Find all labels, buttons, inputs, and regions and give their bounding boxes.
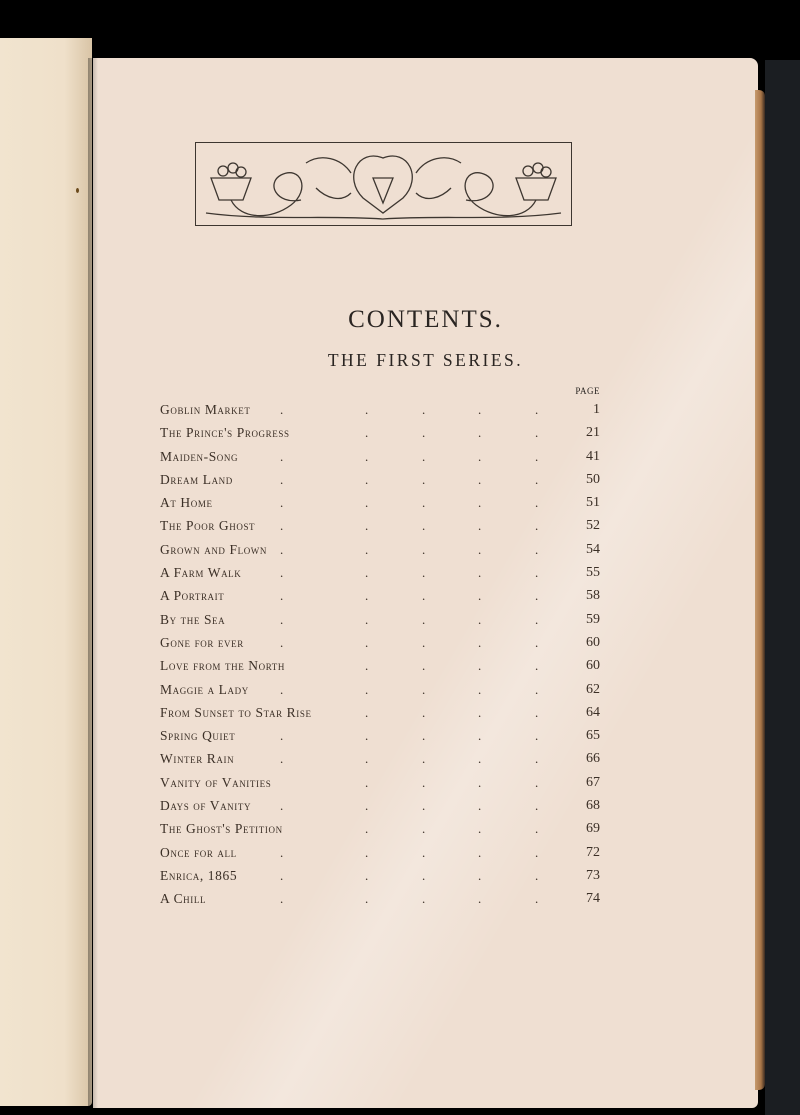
leader-dot: . — [535, 448, 539, 464]
toc-entry — [160, 538, 600, 561]
leader-dot: . — [422, 565, 426, 581]
leader-dot: . — [365, 774, 369, 790]
leader-dot: . — [422, 751, 426, 767]
toc-entry — [160, 841, 600, 864]
entry-title: Once for all — [160, 844, 237, 860]
leader-dot: . — [535, 867, 539, 883]
leader-dot: . — [280, 565, 284, 581]
entry-title: A Farm Walk — [160, 565, 242, 581]
leader-dot: . — [365, 681, 369, 697]
leader-dot: . — [535, 704, 539, 720]
leader-dot: . — [280, 402, 284, 417]
leader-dot: . — [422, 495, 426, 511]
leader-dot: . — [535, 728, 539, 744]
leader-dot: . — [365, 541, 369, 557]
entry-page-number: 1 — [593, 402, 600, 417]
leader-dot: . — [478, 634, 482, 650]
leader-dot: . — [365, 751, 369, 767]
leader-dot: . — [478, 821, 482, 837]
toc-entry — [160, 654, 600, 677]
leader-dot: . — [535, 774, 539, 790]
leader-dot: . — [365, 844, 369, 860]
entry-page-number: 74 — [586, 891, 600, 907]
entry-page-number: 60 — [586, 658, 600, 674]
ink-fleck — [76, 188, 79, 193]
toc-entry — [160, 445, 600, 468]
entry-title: A Chill — [160, 891, 207, 907]
entry-title: Maiden-Song — [160, 448, 239, 464]
entry-page-number: 21 — [586, 425, 600, 441]
leader-dot: . — [422, 844, 426, 860]
leader-dot: . — [422, 448, 426, 464]
leader-dot: . — [535, 402, 539, 417]
leader-dot: . — [280, 891, 284, 907]
spine-shadow — [88, 58, 98, 1108]
entry-page-number: 62 — [586, 681, 600, 697]
leader-dot: . — [365, 402, 369, 417]
leader-dot: . — [422, 402, 426, 417]
leader-dot: . — [280, 681, 284, 697]
book-cover — [765, 60, 800, 1115]
entry-title: Dream Land — [160, 471, 233, 487]
leader-dot: . — [535, 751, 539, 767]
leader-dot: . — [478, 425, 482, 441]
page-column-label: PAGE — [575, 386, 600, 396]
entry-title: At Home — [160, 495, 213, 511]
leader-dot: . — [478, 774, 482, 790]
entry-page-number: 64 — [586, 704, 600, 720]
leader-dot: . — [422, 518, 426, 534]
entry-page-number: 59 — [586, 611, 600, 627]
leader-dot: . — [280, 611, 284, 627]
leader-dot: . — [280, 471, 284, 487]
entry-title: Goblin Market — [160, 402, 251, 417]
entry-page-number: 60 — [586, 634, 600, 650]
leader-dot: . — [365, 798, 369, 814]
leader-dot: . — [280, 867, 284, 883]
section-title: THE FIRST SERIES. — [327, 350, 524, 370]
entry-title: Winter Rain — [160, 751, 235, 767]
table-of-contents — [160, 398, 600, 911]
leader-dot: . — [478, 681, 482, 697]
leader-dot: . — [280, 751, 284, 767]
leader-dot: . — [478, 518, 482, 534]
toc-entry — [160, 514, 600, 537]
leader-dot: . — [422, 425, 426, 441]
leader-dot: . — [478, 565, 482, 581]
toc-entry — [160, 771, 600, 794]
leader-dot: . — [535, 891, 539, 907]
entry-title: From Sunset to Star Rise — [160, 704, 312, 720]
leader-dot: . — [535, 658, 539, 674]
leader-dot: . — [535, 495, 539, 511]
leader-dot: . — [478, 891, 482, 907]
leader-dot: . — [365, 867, 369, 883]
leader-dot: . — [535, 681, 539, 697]
toc-entry — [160, 608, 600, 631]
leader-dot: . — [478, 751, 482, 767]
entry-title: Maggie a Lady — [160, 681, 249, 697]
entry-page-number: 68 — [586, 798, 600, 814]
leader-dot: . — [535, 565, 539, 581]
leader-dot: . — [280, 798, 284, 814]
leader-dot: . — [365, 588, 369, 604]
leader-dot: . — [422, 704, 426, 720]
entry-title: By the Sea — [160, 611, 226, 627]
entry-title: Love from the North — [160, 658, 285, 674]
toc-entry — [160, 631, 600, 654]
toc-entry — [160, 678, 600, 701]
page-title: CONTENTS. — [348, 306, 503, 333]
leader-dot: . — [478, 541, 482, 557]
leader-dot: . — [280, 495, 284, 511]
entry-page-number: 41 — [586, 448, 600, 464]
toc-entry — [160, 421, 600, 444]
leader-dot: . — [422, 798, 426, 814]
leader-dot: . — [280, 588, 284, 604]
leader-dot: . — [365, 471, 369, 487]
leader-dot: . — [535, 821, 539, 837]
toc-entry — [160, 864, 600, 887]
entry-title: The Prince's Progress — [160, 425, 290, 441]
entry-page-number: 66 — [586, 751, 600, 767]
leader-dot: . — [365, 518, 369, 534]
leader-dot: . — [422, 891, 426, 907]
leader-dot: . — [478, 844, 482, 860]
entry-page-number: 50 — [586, 471, 600, 487]
page-edge — [755, 90, 765, 1090]
leader-dot: . — [365, 891, 369, 907]
leader-dot: . — [478, 611, 482, 627]
leader-dot: . — [422, 728, 426, 744]
leader-dot: . — [422, 821, 426, 837]
entry-page-number: 55 — [586, 565, 600, 581]
leader-dot: . — [280, 728, 284, 744]
leader-dot: . — [365, 448, 369, 464]
toc-entry — [160, 468, 600, 491]
entry-page-number: 73 — [586, 867, 600, 883]
leader-dot: . — [535, 634, 539, 650]
leader-dot: . — [535, 471, 539, 487]
leader-dot: . — [422, 611, 426, 627]
leader-dot: . — [280, 448, 284, 464]
leader-dot: . — [365, 565, 369, 581]
toc-entry — [160, 701, 600, 724]
leader-dot: . — [478, 658, 482, 674]
toc-entry — [160, 491, 600, 514]
leader-dot: . — [535, 518, 539, 534]
entry-title: The Ghost's Petition — [160, 821, 283, 837]
entry-title: Vanity of Vanities — [160, 774, 272, 790]
toc-entry — [160, 747, 600, 770]
leader-dot: . — [478, 728, 482, 744]
leader-dot: . — [280, 844, 284, 860]
leader-dot: . — [535, 611, 539, 627]
entry-page-number: 54 — [586, 541, 600, 557]
leader-dot: . — [478, 495, 482, 511]
leader-dot: . — [478, 867, 482, 883]
entry-title: Gone for ever — [160, 634, 244, 650]
leader-dot: . — [478, 402, 482, 417]
leader-dot: . — [280, 541, 284, 557]
entry-page-number: 58 — [586, 588, 600, 604]
entry-page-number: 51 — [586, 495, 600, 511]
leader-dot: . — [280, 518, 284, 534]
entry-title: A Portrait — [160, 588, 225, 604]
leader-dot: . — [422, 634, 426, 650]
leader-dot: . — [365, 728, 369, 744]
leader-dot: . — [478, 471, 482, 487]
entry-page-number: 69 — [586, 821, 600, 837]
toc-entry — [160, 817, 600, 840]
entry-title: Spring Quiet — [160, 728, 236, 744]
leader-dot: . — [365, 611, 369, 627]
left-page — [0, 38, 92, 1106]
leader-dot: . — [365, 658, 369, 674]
toc-entry — [160, 794, 600, 817]
entry-title: Enrica, 1865 — [160, 867, 238, 883]
entry-title: Grown and Flown — [160, 541, 267, 557]
entry-page-number: 72 — [586, 844, 600, 860]
entry-title: Days of Vanity — [160, 798, 252, 814]
leader-dot: . — [535, 844, 539, 860]
leader-dot: . — [478, 704, 482, 720]
leader-dot: . — [422, 658, 426, 674]
toc-entry — [160, 561, 600, 584]
toc-entry — [160, 584, 600, 607]
leader-dot: . — [478, 588, 482, 604]
leader-dot: . — [422, 681, 426, 697]
leader-dot: . — [535, 798, 539, 814]
toc-entry — [160, 398, 600, 421]
entry-page-number: 65 — [586, 728, 600, 744]
leader-dot: . — [478, 448, 482, 464]
entry-title: The Poor Ghost — [160, 518, 256, 534]
leader-dot: . — [365, 495, 369, 511]
ornament-headpiece-icon — [195, 142, 572, 226]
leader-dot: . — [422, 588, 426, 604]
leader-dot: . — [365, 704, 369, 720]
entry-page-number: 67 — [586, 774, 600, 790]
toc-entry — [160, 724, 600, 747]
toc-entry — [160, 887, 600, 910]
leader-dot: . — [280, 634, 284, 650]
leader-dot: . — [422, 541, 426, 557]
leader-dot: . — [422, 774, 426, 790]
leader-dot: . — [478, 798, 482, 814]
entry-page-number: 52 — [586, 518, 600, 534]
leader-dot: . — [535, 425, 539, 441]
leader-dot: . — [365, 634, 369, 650]
leader-dot: . — [422, 867, 426, 883]
leader-dot: . — [535, 541, 539, 557]
leader-dot: . — [422, 471, 426, 487]
leader-dot: . — [535, 588, 539, 604]
leader-dot: . — [365, 425, 369, 441]
leader-dot: . — [365, 821, 369, 837]
